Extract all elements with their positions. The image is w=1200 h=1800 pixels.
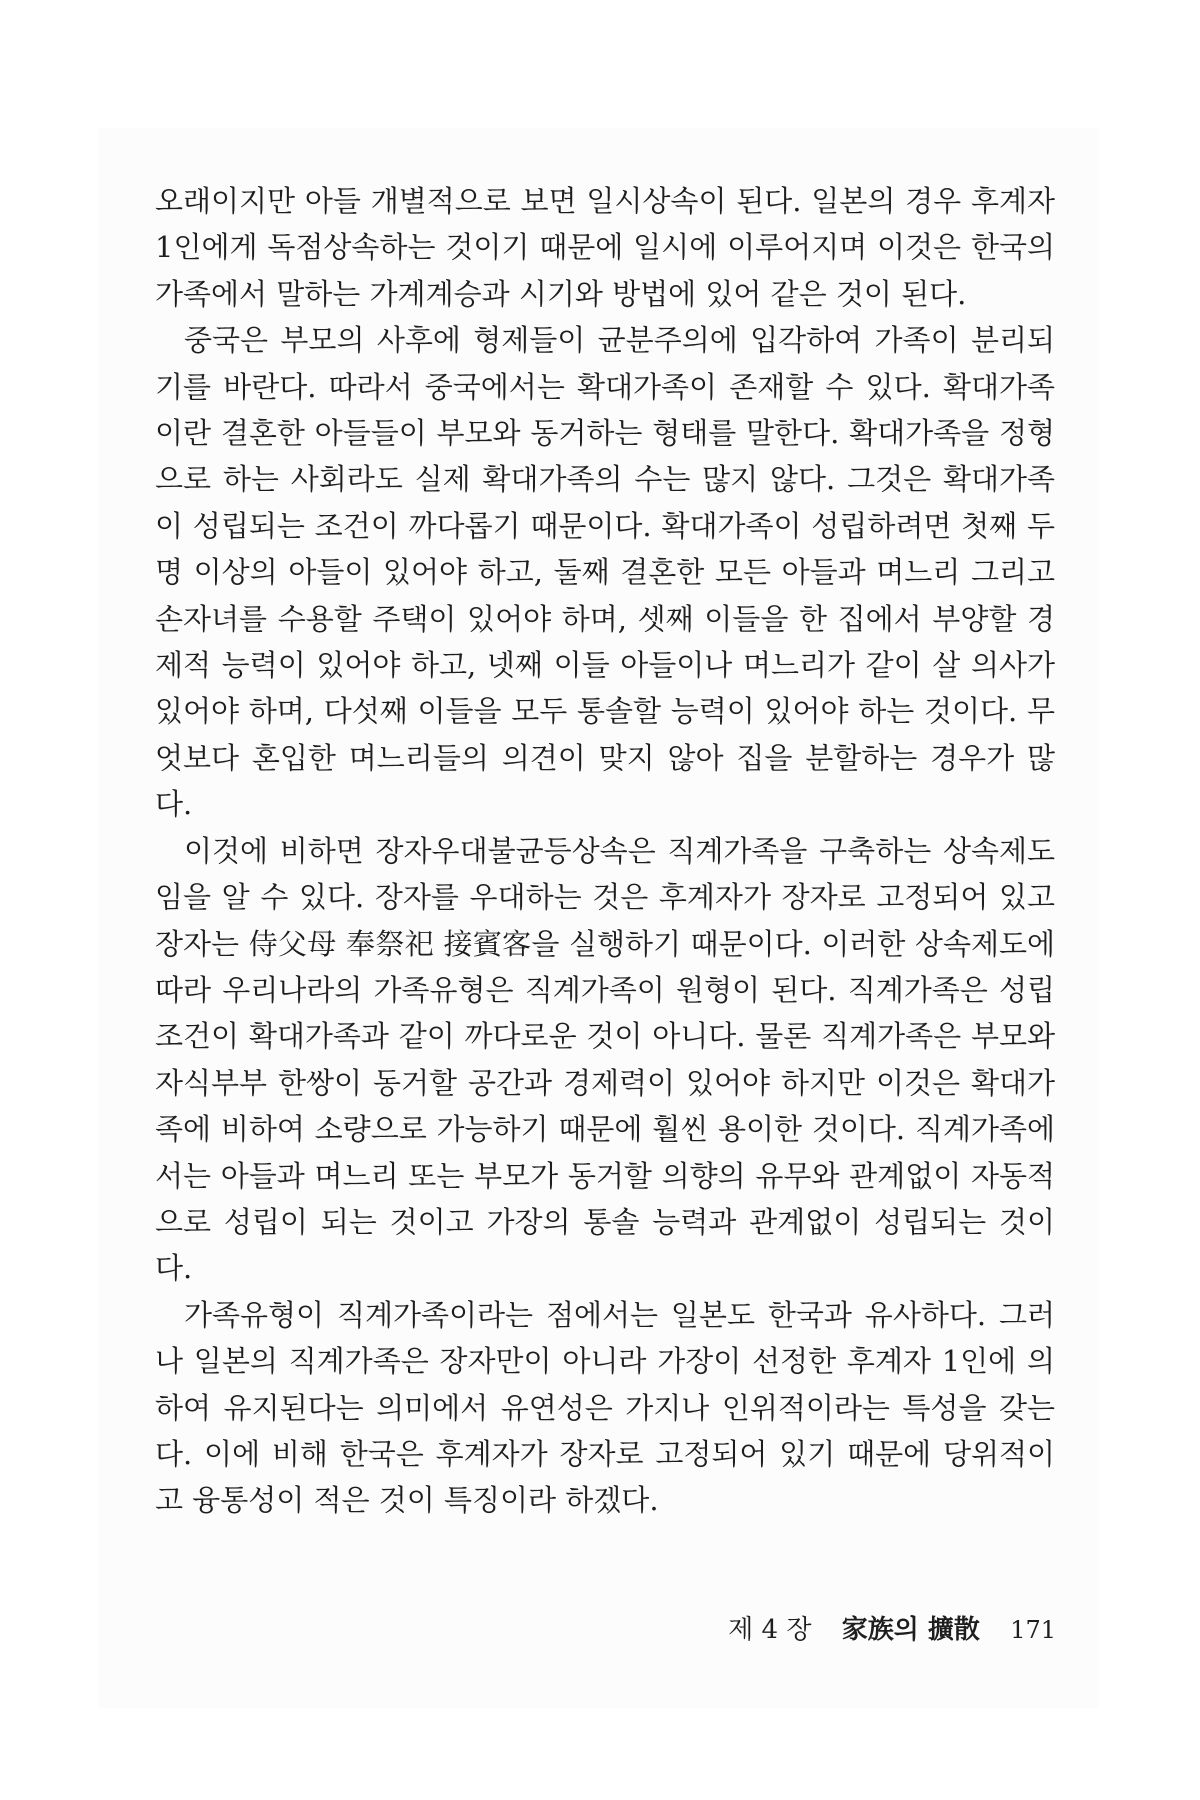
page-footer: [728, 1609, 1056, 1646]
body-text: [155, 178, 1055, 1524]
chapter-label: 제 4 장: [728, 1615, 812, 1645]
chapter-title: 家族의 擴散: [841, 1615, 980, 1645]
paragraph-japan-korea-comparison: 가족유형이 직계가족이라는 점에서는 일본도 한국과 유사하다. 그러나 일본의 직계가족은 장자만이 아니라 가장이 선정한 후계자 1인에 의하여 유지된다는 의미에서 유연성은 가지나 인위적이라는 특성을 갖는다. 이에 비해 한국은 후계자가 장자로 고정되어 있기 때문에 당위적이고 융통성이 적은 것이 특징이라 하겠다.: [155, 1297, 1055, 1518]
page-number: 171: [1010, 1616, 1056, 1644]
paragraph-primogeniture-stem-family: 이것에 비하면 장자우대불균등상속은 직계가족을 구축하는 상속제도임을 알 수 있다. 장자를 우대하는 것은 후계자가 장자로 고정되어 있고 장자는 侍父母 奉祭祀 接賓客을 실행하기 때문이다. 이러한 상속제도에 따라 우리나라의 가족유형은 직계가족이 원형이 된다. 직계가족은 성립조건이 확대가족과 같이 까다로운 것이 아니다. 물론 직계가족은 부모와 자식부부 한쌍이 동거할 공간과 경제력이 있어야 하지만 이것은 확대가족에 비하여 소량으로 가능하기 때문에 훨씬 용이한 것이다. 직계가족에서는 아들과 며느리 또는 부모가 동거할 의향의 유무와 관계없이 자동적으로 성립이 되는 것이고 가장의 통솔 능력과 관계없이 성립되는 것이다.: [155, 833, 1055, 1286]
paragraph-china-extended-family: 중국은 부모의 사후에 형제들이 균분주의에 입각하여 가족이 분리되기를 바란다. 따라서 중국에서는 확대가족이 존재할 수 있다. 확대가족이란 결혼한 아들들이 부모와 동거하는 형태를 말한다. 확대가족을 정형으로 하는 사회라도 실제 확대가족의 수는 많지 않다. 그것은 확대가족이 성립되는 조건이 까다롭기 때문이다. 확대가족이 성립하려면 첫째 두 명 이상의 아들이 있어야 하고, 둘째 결혼한 모든 아들과 며느리 그리고 손자녀를 수용할 주택이 있어야 하며, 셋째 이들을 한 집에서 부양할 경제적 능력이 있어야 하고, 넷째 이들 아들이나 며느리가 같이 살 의사가 있어야 하며, 다섯째 이들을 모두 통솔할 능력이 있어야 하는 것이다. 무엇보다 혼입한 며느리들의 의견이 맞지 않아 집을 분할하는 경우가 많다.: [155, 323, 1055, 822]
paragraph-continuation: 오래이지만 아들 개별적으로 보면 일시상속이 된다. 일본의 경우 후계자 1인에게 독점상속하는 것이기 때문에 일시에 이루어지며 이것은 한국의 가족에서 말하는 가계계승과 시기와 방법에 있어 같은 것이 된다.: [155, 184, 1055, 311]
